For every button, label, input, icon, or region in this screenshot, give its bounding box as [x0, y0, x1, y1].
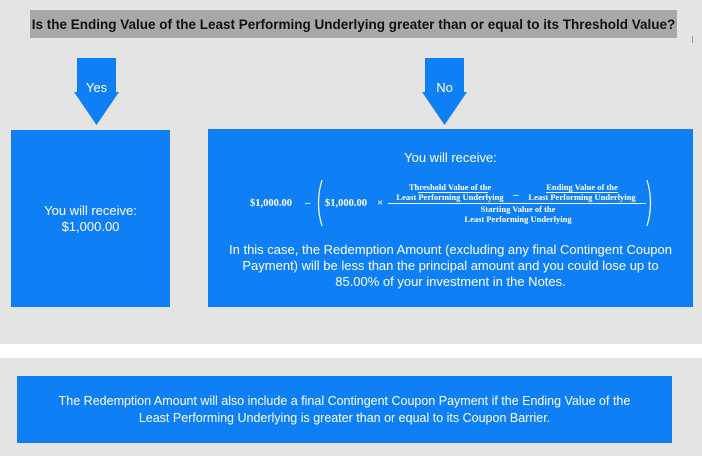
formula-threshold-term-2: Least Performing Underlying: [396, 192, 504, 202]
yes-outcome-amount: $1,000.00: [61, 218, 120, 234]
formula-minus: –: [305, 197, 311, 209]
yes-outcome-line1: You will receive:: [44, 202, 137, 218]
no-outcome-explanation: In this case, the Redemption Amount (excluding any final Contingent Coupon Payment) will be less than the principal amount and you could lose up to 85.00% of your investment in the Notes.: [229, 242, 672, 289]
coupon-note-line1: The Redemption Amount will also include a final Contingent Coupon Payment if the Ending Value of the: [58, 393, 631, 408]
question-banner: [30, 10, 677, 38]
coupon-note-box: [17, 376, 672, 443]
no-outcome-title: You will receive:: [404, 150, 497, 165]
question-text: Is the Ending Value of the Least Performing Underlying greater than or equal to its Threshold Value?: [31, 16, 676, 32]
formula-threshold-term: Threshold Value of the: [408, 182, 492, 192]
divider-tick: [692, 36, 693, 43]
formula-left-paren: [314, 179, 324, 227]
no-outcome-box: [208, 129, 693, 307]
yes-arrow: [74, 58, 119, 125]
no-arrow: [422, 58, 467, 125]
formula-ending-term-2: Least Performing Underlying: [528, 192, 636, 202]
payout-formula: [208, 129, 693, 229]
formula-right-paren: [645, 179, 655, 227]
yes-label: Yes: [85, 80, 108, 95]
formula-times: ×: [377, 197, 384, 209]
formula-inner-principal: $1,000.00: [325, 198, 367, 209]
yes-outcome-box: [11, 130, 170, 307]
formula-starting-term: Starting Value of the Least Performing Underlying: [464, 204, 572, 224]
formula-inner-minus: –: [513, 189, 519, 201]
formula-principal: $1,000.00: [250, 198, 292, 209]
coupon-note-line2: Least Performing Underlying is greater than or equal to its Coupon Barrier.: [138, 410, 551, 425]
no-label: No: [436, 80, 453, 95]
formula-ending-term: Ending Value of the: [546, 182, 618, 192]
